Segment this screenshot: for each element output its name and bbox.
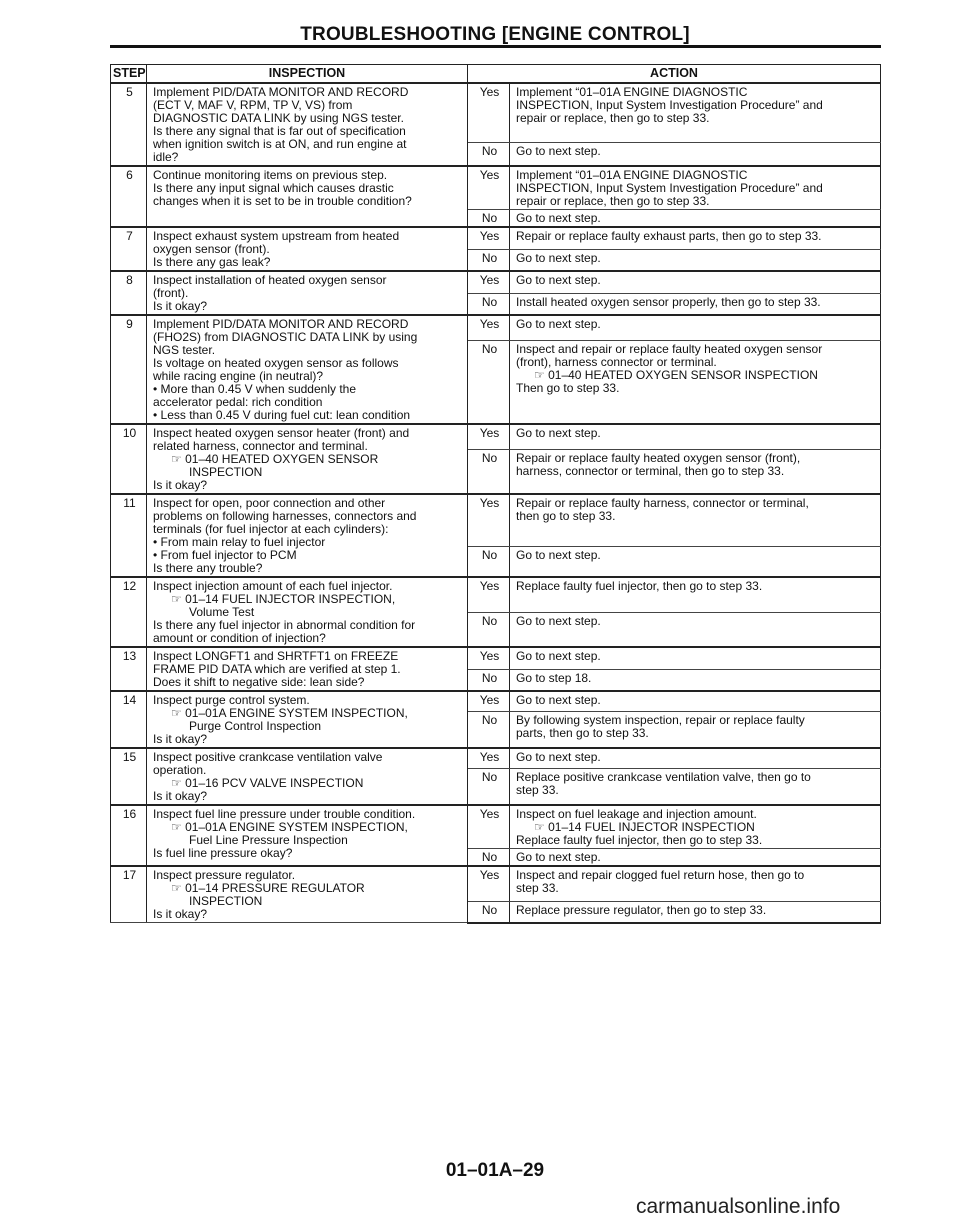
inspection-line: while racing engine (in neutral)? xyxy=(153,369,324,383)
answer-no: No xyxy=(468,712,510,748)
table-row xyxy=(111,866,881,902)
inspection-line: Is it okay? xyxy=(153,299,208,313)
action-line: Replace pressure regulator, then go to step 33. xyxy=(516,903,767,918)
action-line: Inspect on fuel leakage and injection amount. xyxy=(516,807,757,821)
answer-yes: Yes xyxy=(468,271,510,293)
answer-yes: Yes xyxy=(468,647,510,669)
inspection-cell xyxy=(147,424,468,494)
inspection-line: NGS tester. xyxy=(153,343,216,357)
inspection-line: changes when it is set to be in trouble condition? xyxy=(153,194,412,208)
inspection-line: Is fuel line pressure okay? xyxy=(153,846,293,860)
action-cell xyxy=(510,293,881,315)
action-line: Go to next step. xyxy=(516,317,601,331)
troubleshooting-table xyxy=(110,64,881,924)
action-cell xyxy=(510,849,881,867)
inspection-line: FRAME PID DATA which are verified at step 1. xyxy=(153,662,401,676)
action-line: Go to next step. xyxy=(516,426,601,440)
inspection-line: Inspect LONGFT1 and SHRTFT1 on FREEZE xyxy=(153,649,399,663)
action-line: Replace faulty fuel injector, then go to step 33. xyxy=(516,833,763,847)
action-cell xyxy=(510,494,881,547)
inspection-cell xyxy=(147,227,468,271)
table-row xyxy=(111,83,881,142)
table-row xyxy=(111,805,881,849)
answer-no: No xyxy=(468,249,510,271)
action-cell xyxy=(510,805,881,849)
inspection-cell xyxy=(147,315,468,424)
action-line: Inspect and repair clogged fuel return hose, then go to xyxy=(516,868,805,882)
action-line: Inspect and repair or replace faulty heated oxygen sensor xyxy=(516,342,823,357)
answer-no: No xyxy=(468,210,510,228)
action-cell xyxy=(510,424,881,450)
action-line: repair or replace, then go to step 33. xyxy=(516,111,710,125)
action-header: ACTION xyxy=(468,65,881,84)
action-line: Go to next step. xyxy=(516,693,601,707)
inspection-line: Is there any gas leak? xyxy=(153,255,271,269)
answer-yes: Yes xyxy=(468,691,510,712)
step-number: 17 xyxy=(111,866,147,923)
action-line: By following system inspection, repair or replace faulty xyxy=(516,713,805,728)
inspection-cell xyxy=(147,271,468,315)
action-cell xyxy=(510,669,881,691)
answer-yes: Yes xyxy=(468,424,510,450)
table-row xyxy=(111,577,881,612)
answer-no: No xyxy=(468,612,510,647)
table-row xyxy=(111,748,881,769)
action-cell xyxy=(510,450,881,494)
action-line: Go to next step. xyxy=(516,143,601,158)
inspection-line: when ignition switch is at ON, and run engine at xyxy=(153,137,407,151)
step-number: 13 xyxy=(111,647,147,691)
inspection-line: Volume Test xyxy=(189,605,255,619)
inspection-line: (ECT V, MAF V, RPM, TP V, VS) from xyxy=(153,98,353,112)
answer-no: No xyxy=(468,769,510,805)
action-line: ☞ 01–14 FUEL INJECTOR INSPECTION xyxy=(534,820,755,834)
action-line: Implement “01–01A ENGINE DIAGNOSTIC xyxy=(516,85,748,99)
action-line: Repair or replace faulty exhaust parts, then go to step 33. xyxy=(516,229,822,243)
inspection-line: Inspect positive crankcase ventilation valve xyxy=(153,750,383,764)
answer-yes: Yes xyxy=(468,315,510,341)
action-line: parts, then go to step 33. xyxy=(516,726,649,741)
inspection-cell xyxy=(147,748,468,805)
action-line: Go to next step. xyxy=(516,273,601,287)
inspection-line: Is it okay? xyxy=(153,789,208,803)
action-cell xyxy=(510,271,881,293)
inspection-line: ☞ 01–14 PRESSURE REGULATOR xyxy=(171,881,365,895)
inspection-line: ☞ 01–01A ENGINE SYSTEM INSPECTION, xyxy=(171,706,408,720)
table-row xyxy=(111,271,881,293)
action-line: Go to next step. xyxy=(516,850,601,864)
answer-yes: Yes xyxy=(468,577,510,612)
inspection-line: ☞ 01–16 PCV VALVE INSPECTION xyxy=(171,776,364,790)
action-cell xyxy=(510,315,881,341)
answer-no: No xyxy=(468,849,510,867)
answer-no: No xyxy=(468,547,510,577)
step-header: STEP xyxy=(111,65,147,84)
inspection-line: amount or condition of injection? xyxy=(153,631,326,645)
page-number: 01–01A–29 xyxy=(445,1160,545,1181)
answer-no: No xyxy=(468,669,510,691)
inspection-line: Does it shift to negative side: lean side? xyxy=(153,675,365,689)
inspection-line: accelerator pedal: rich condition xyxy=(153,395,323,409)
step-number: 15 xyxy=(111,748,147,805)
inspection-cell xyxy=(147,166,468,227)
action-cell xyxy=(510,249,881,271)
action-cell xyxy=(510,210,881,228)
answer-no: No xyxy=(468,293,510,315)
action-cell xyxy=(510,647,881,669)
answer-no: No xyxy=(468,450,510,494)
inspection-line: oxygen sensor (front). xyxy=(153,242,270,256)
table-row xyxy=(111,647,881,669)
inspection-line: ☞ 01–01A ENGINE SYSTEM INSPECTION, xyxy=(171,820,408,834)
action-line: Repair or replace faulty harness, connector or terminal, xyxy=(516,496,809,510)
answer-yes: Yes xyxy=(468,805,510,849)
inspection-cell xyxy=(147,691,468,748)
inspection-line: operation. xyxy=(153,763,207,777)
action-cell xyxy=(510,612,881,647)
action-cell xyxy=(510,547,881,577)
answer-yes: Yes xyxy=(468,866,510,902)
action-line: step 33. xyxy=(516,881,559,895)
inspection-cell xyxy=(147,494,468,577)
inspection-line: DIAGNOSTIC DATA LINK by using NGS tester. xyxy=(153,111,404,125)
inspection-line: Inspect installation of heated oxygen sensor xyxy=(153,273,387,287)
action-cell xyxy=(510,712,881,748)
answer-no: No xyxy=(468,341,510,424)
action-cell xyxy=(510,341,881,424)
inspection-line: Inspect for open, poor connection and other xyxy=(153,496,386,510)
action-line: step 33. xyxy=(516,783,559,798)
inspection-line: ☞ 01–14 FUEL INJECTOR INSPECTION, xyxy=(171,592,396,606)
table-row xyxy=(111,494,881,547)
action-cell xyxy=(510,866,881,902)
answer-yes: Yes xyxy=(468,494,510,547)
action-cell xyxy=(510,227,881,249)
inspection-line: (front). xyxy=(153,286,189,300)
inspection-line: INSPECTION xyxy=(189,894,263,908)
action-cell xyxy=(510,691,881,712)
table-row xyxy=(111,315,881,341)
inspection-line: Is there any input signal which causes drastic xyxy=(153,181,394,195)
inspection-line: Is voltage on heated oxygen sensor as follows xyxy=(153,356,399,370)
inspection-line: Is it okay? xyxy=(153,907,208,921)
action-line: Go to next step. xyxy=(516,250,601,265)
action-line: ☞ 01–40 HEATED OXYGEN SENSOR INSPECTION xyxy=(534,368,818,383)
inspection-line: related harness, connector and terminal. xyxy=(153,439,368,453)
inspection-line: Purge Control Inspection xyxy=(189,719,322,733)
inspection-line: problems on following harnesses, connectors and xyxy=(153,509,417,523)
action-cell xyxy=(510,769,881,805)
inspection-line: idle? xyxy=(153,150,179,164)
answer-no: No xyxy=(468,142,510,166)
step-number: 9 xyxy=(111,315,147,424)
page-title: TROUBLESHOOTING [ENGINE CONTROL] xyxy=(300,24,690,45)
watermark: carmanualsonline.info xyxy=(636,1195,841,1218)
answer-yes: Yes xyxy=(468,83,510,142)
inspection-cell xyxy=(147,83,468,166)
table-row xyxy=(111,691,881,712)
action-line: Go to next step. xyxy=(516,548,601,563)
action-cell xyxy=(510,902,881,923)
answer-yes: Yes xyxy=(468,748,510,769)
inspection-line: Fuel Line Pressure Inspection xyxy=(189,833,348,847)
inspection-line: Inspect purge control system. xyxy=(153,693,310,707)
action-cell xyxy=(510,142,881,166)
inspection-cell xyxy=(147,805,468,866)
action-line: repair or replace, then go to step 33. xyxy=(516,194,710,208)
inspection-line: Is it okay? xyxy=(153,478,208,492)
inspection-line: Inspect heated oxygen sensor heater (front) and xyxy=(153,426,410,440)
inspection-cell xyxy=(147,866,468,923)
inspection-line: Is there any fuel injector in abnormal condition for xyxy=(153,618,416,632)
answer-yes: Yes xyxy=(468,227,510,249)
action-line: harness, connector or terminal, then go to step 33. xyxy=(516,464,785,479)
inspection-header: INSPECTION xyxy=(147,65,468,84)
action-cell xyxy=(510,166,881,210)
answer-no: No xyxy=(468,902,510,923)
action-line: Replace faulty fuel injector, then go to step 33. xyxy=(516,579,763,593)
action-line: Implement “01–01A ENGINE DIAGNOSTIC xyxy=(516,168,748,182)
inspection-line: ☞ 01–40 HEATED OXYGEN SENSOR xyxy=(171,452,379,466)
step-number: 7 xyxy=(111,227,147,271)
inspection-line: Implement PID/DATA MONITOR AND RECORD xyxy=(153,85,409,99)
inspection-line: Is there any trouble? xyxy=(153,561,263,575)
action-line: Install heated oxygen sensor properly, then go to step 33. xyxy=(516,294,821,309)
action-line: Go to next step. xyxy=(516,613,601,628)
inspection-line: • Less than 0.45 V during fuel cut: lean condition xyxy=(153,408,411,422)
inspection-line: terminals (for fuel injector at each cylinders): xyxy=(153,522,389,536)
table-body xyxy=(111,83,881,923)
inspection-line: Inspect fuel line pressure under trouble condition. xyxy=(153,807,416,821)
action-line: (front), harness connector or terminal. xyxy=(516,355,717,370)
action-line: Go to next step. xyxy=(516,211,601,225)
step-number: 8 xyxy=(111,271,147,315)
inspection-cell xyxy=(147,647,468,691)
table-header-row xyxy=(111,65,881,84)
inspection-line: Continue monitoring items on previous step. xyxy=(153,168,388,182)
inspection-line: Inspect pressure regulator. xyxy=(153,868,296,882)
inspection-line: Inspect injection amount of each fuel injector. xyxy=(153,579,393,593)
inspection-line: INSPECTION xyxy=(189,465,263,479)
action-line: INSPECTION, Input System Investigation Procedure” and xyxy=(516,98,823,112)
action-cell xyxy=(510,83,881,142)
step-number: 14 xyxy=(111,691,147,748)
action-cell xyxy=(510,577,881,612)
action-line: Replace positive crankcase ventilation valve, then go to xyxy=(516,770,811,785)
step-number: 10 xyxy=(111,424,147,494)
action-line: Go to next step. xyxy=(516,649,601,663)
inspection-line: • From fuel injector to PCM xyxy=(153,548,297,562)
step-number: 16 xyxy=(111,805,147,866)
inspection-line: Is it okay? xyxy=(153,732,208,746)
inspection-line: • More than 0.45 V when suddenly the xyxy=(153,382,356,396)
inspection-line: Inspect exhaust system upstream from heated xyxy=(153,229,400,243)
action-line: INSPECTION, Input System Investigation Procedure” and xyxy=(516,181,823,195)
inspection-cell xyxy=(147,577,468,647)
action-cell xyxy=(510,748,881,769)
action-line: then go to step 33. xyxy=(516,509,616,523)
title-rule xyxy=(110,45,881,48)
inspection-line: (FHO2S) from DIAGNOSTIC DATA LINK by using xyxy=(153,330,418,344)
inspection-line: Is there any signal that is far out of specification xyxy=(153,124,406,138)
table-row xyxy=(111,424,881,450)
inspection-line: Implement PID/DATA MONITOR AND RECORD xyxy=(153,317,409,331)
step-number: 5 xyxy=(111,83,147,166)
step-number: 6 xyxy=(111,166,147,227)
inspection-line: • From main relay to fuel injector xyxy=(153,535,326,549)
action-line: Go to step 18. xyxy=(516,670,592,685)
answer-yes: Yes xyxy=(468,166,510,210)
step-number: 11 xyxy=(111,494,147,577)
action-line: Then go to step 33. xyxy=(516,381,620,396)
table-row xyxy=(111,166,881,210)
action-line: Repair or replace faulty heated oxygen sensor (front), xyxy=(516,451,801,466)
table-row xyxy=(111,227,881,249)
action-line: Go to next step. xyxy=(516,750,601,764)
step-number: 12 xyxy=(111,577,147,647)
